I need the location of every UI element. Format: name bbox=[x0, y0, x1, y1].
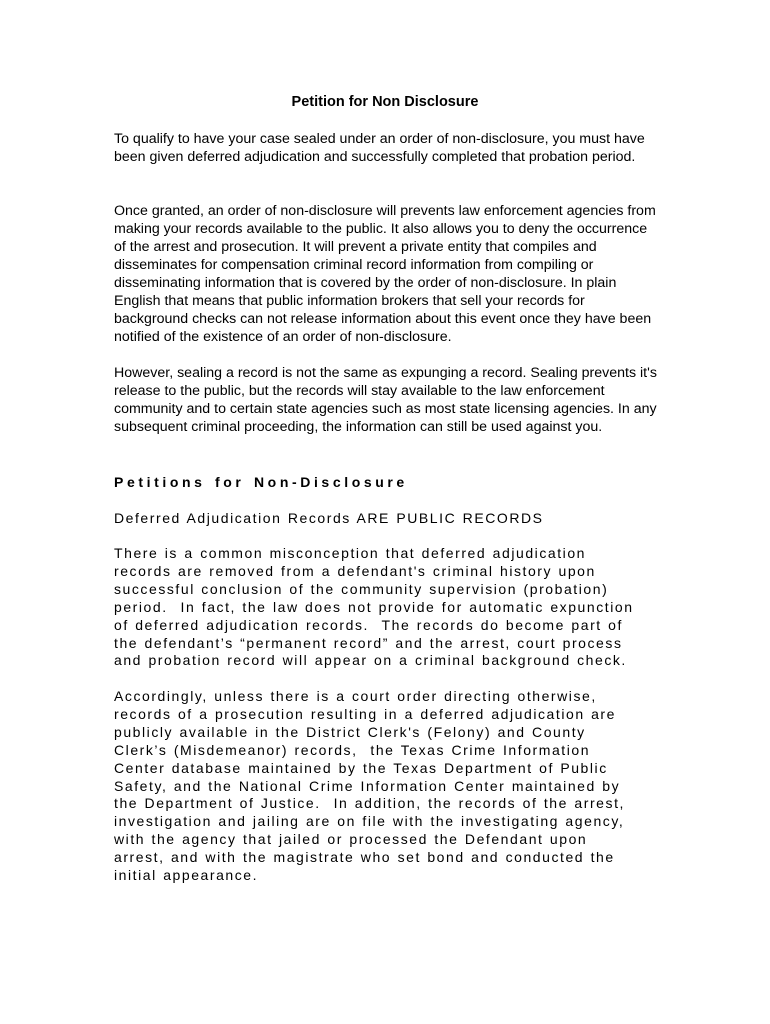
text-line: the Department of Justice. In addition, the records of the arrest, bbox=[114, 795, 625, 812]
text-line: Accordingly, unless there is a court order directing otherwise, bbox=[114, 688, 597, 704]
text-line: records of a prosecution resulting in a deferred adjudication are bbox=[114, 705, 616, 722]
text-line: and probation record will appear on a criminal background check. bbox=[114, 652, 627, 669]
section-heading-petitions: Petitions for Non-Disclosure bbox=[114, 474, 408, 490]
paragraph-qualify: To qualify to have your case sealed under an order of non-disclosure, you must have been given deferred adjudication and successfully completed that probation period. bbox=[114, 131, 645, 165]
text-line: records are removed from a defendant's criminal history upon bbox=[114, 562, 596, 579]
text-line: arrest, and with the magistrate who set bond and conducted the bbox=[114, 849, 615, 866]
text-line: of deferred adjudication records. The records do become part of bbox=[114, 616, 623, 633]
paragraph-misconception bbox=[114, 545, 674, 670]
text-line: Center database maintained by the Texas Department of Public bbox=[114, 759, 608, 776]
text-line: the defendant’s “permanent record” and the arrest, court process bbox=[114, 634, 623, 651]
text-line: There is a common misconception that deferred adjudication bbox=[114, 545, 586, 561]
text-line: investigation and jailing are on file with the investigating agency, bbox=[114, 813, 625, 830]
text-line: with the agency that jailed or processed the Defendant upon bbox=[114, 831, 588, 848]
text-line: successful conclusion of the community supervision (probation) bbox=[114, 580, 609, 597]
paragraph-sealing: However, sealing a record is not the same as expunging a record. Sealing prevents it's release to the public, but the records will stay available to the law enforcement community and to certain state agencies such as most state licensing agencies. In any subsequent criminal proceeding, the information can still be used against you. bbox=[114, 365, 657, 435]
paragraph-accordingly bbox=[114, 688, 674, 885]
text-line: Clerk’s (Misdemeanor) records, the Texas Crime Information bbox=[114, 741, 591, 758]
document-title: Petition for Non Disclosure bbox=[291, 94, 479, 110]
paragraph-once-granted: Once granted, an order of non-disclosure will prevents law enforcement agencies from making your records available to the public. It also allows you to deny the occurrence of the arrest and prosecution. It will prevent a private entity that compiles and disseminates for compensation criminal record information from compiling or disseminating information that is covered by the order of non-disclosure. In plain English that means that public information brokers that sell your records for background checks can not release information about this event once they have been notified of the existence of an order of non-disclosure. bbox=[114, 203, 656, 345]
text-line: Safety, and the National Crime Information Center maintained by bbox=[114, 777, 621, 794]
text-line: initial appearance. bbox=[114, 867, 259, 884]
text-line: publicly available in the District Clerk's (Felony) and County bbox=[114, 723, 586, 740]
subheading-public-records: Deferred Adjudication Records ARE PUBLIC RECORDS bbox=[114, 510, 544, 526]
text-line: period. In fact, the law does not provide for automatic expunction bbox=[114, 598, 634, 615]
